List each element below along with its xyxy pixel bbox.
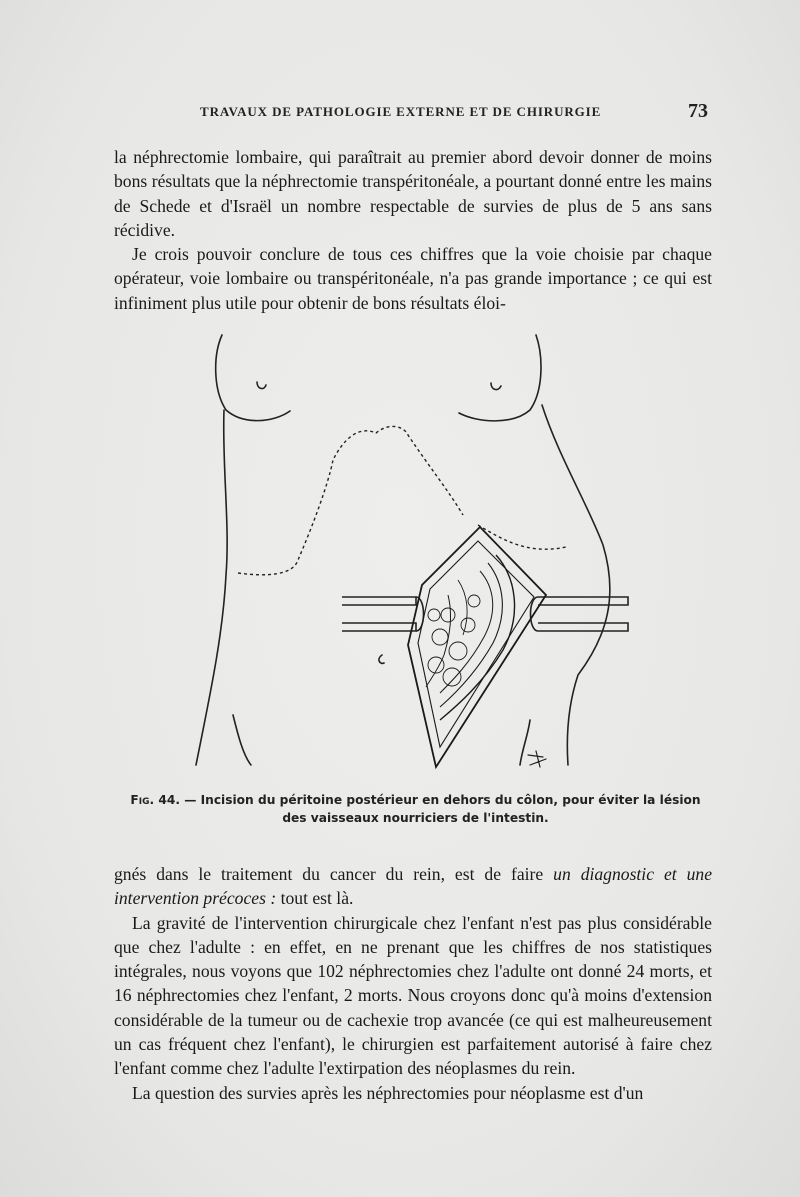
page-number: 73 bbox=[688, 100, 708, 122]
signature-mark bbox=[528, 751, 546, 767]
text-run: gnés dans le traitement du cancer du rein, est de faire bbox=[114, 864, 554, 884]
right-costal-dashed bbox=[478, 525, 566, 549]
paragraph: la néphrectomie lombaire, qui paraîtrait au premier abord devoir donner de moins bons résultats que la néphrectomie transpéritonéale, a pourtant donné entre les mains de Schede et d'Israël un nombre respectable de survies de plus de 5 ans sans récidive. bbox=[114, 147, 712, 240]
right-breast bbox=[459, 335, 541, 421]
running-head: TRAVAUX DE PATHOLOGIE EXTERNE ET DE CHIRURGIE bbox=[200, 104, 602, 119]
right-hip-line bbox=[520, 720, 530, 765]
paragraph: Je crois pouvoir conclure de tous ces chiffres que la voie choisie par chaque opérateur, voie lombaire ou transpéritonéale, n'a pas grande importance ; ce qui est infiniment plus utile pour obtenir de bons résultats éloi- bbox=[114, 244, 712, 313]
left-torso-contour bbox=[196, 410, 227, 765]
retractor-right bbox=[531, 597, 629, 631]
incision-window bbox=[408, 527, 546, 767]
paragraph bbox=[114, 862, 712, 911]
emphasis: un diagnostic et une intervention précoces : bbox=[114, 864, 712, 909]
body-text-top bbox=[114, 145, 712, 315]
body-text-bottom bbox=[114, 862, 712, 1105]
text-run: tout est là. bbox=[276, 888, 354, 909]
right-torso-contour bbox=[542, 405, 610, 765]
left-hip-line bbox=[233, 715, 251, 765]
right-nipple bbox=[491, 383, 501, 390]
left-breast bbox=[216, 335, 290, 421]
surgical-drawing bbox=[118, 315, 718, 785]
paragraph: La question des survies après les néphrectomies pour néoplasme est d'un bbox=[132, 1082, 644, 1103]
caption-text: — Incision du péritoine postérieur en dehors du côlon, pour éviter la lésion des vaisseaux nourriciers de l'intestin. bbox=[179, 793, 701, 825]
anatomical-illustration bbox=[118, 315, 718, 785]
costal-margin-dashed bbox=[238, 426, 463, 574]
paragraph: La gravité de l'intervention chirurgicale chez l'enfant n'est pas plus considérable que chez l'adulte : en effet, en ne prenant que les chiffres de nos statistiques intégrales, nous voyons que 102 néphrectomies chez l'adulte ont donné 24 morts, et 16 néphrectomies chez l'enfant, 2 morts. Nous croyons donc qu'à moins d'extension considérable de la tumeur ou de cachexie trop avancée (ce qui est malheureusement un cas fréquent chez l'enfant), le chirurgien est parfaitement autorisé à faire chez l'enfant comme chez l'adulte l'extirpation des néoplasmes du rein. bbox=[114, 912, 712, 1079]
left-nipple bbox=[257, 382, 266, 389]
retractor-left bbox=[342, 597, 424, 631]
figure-caption bbox=[118, 791, 713, 827]
figure-label: Fig. 44. bbox=[130, 793, 180, 807]
navel bbox=[379, 655, 384, 663]
